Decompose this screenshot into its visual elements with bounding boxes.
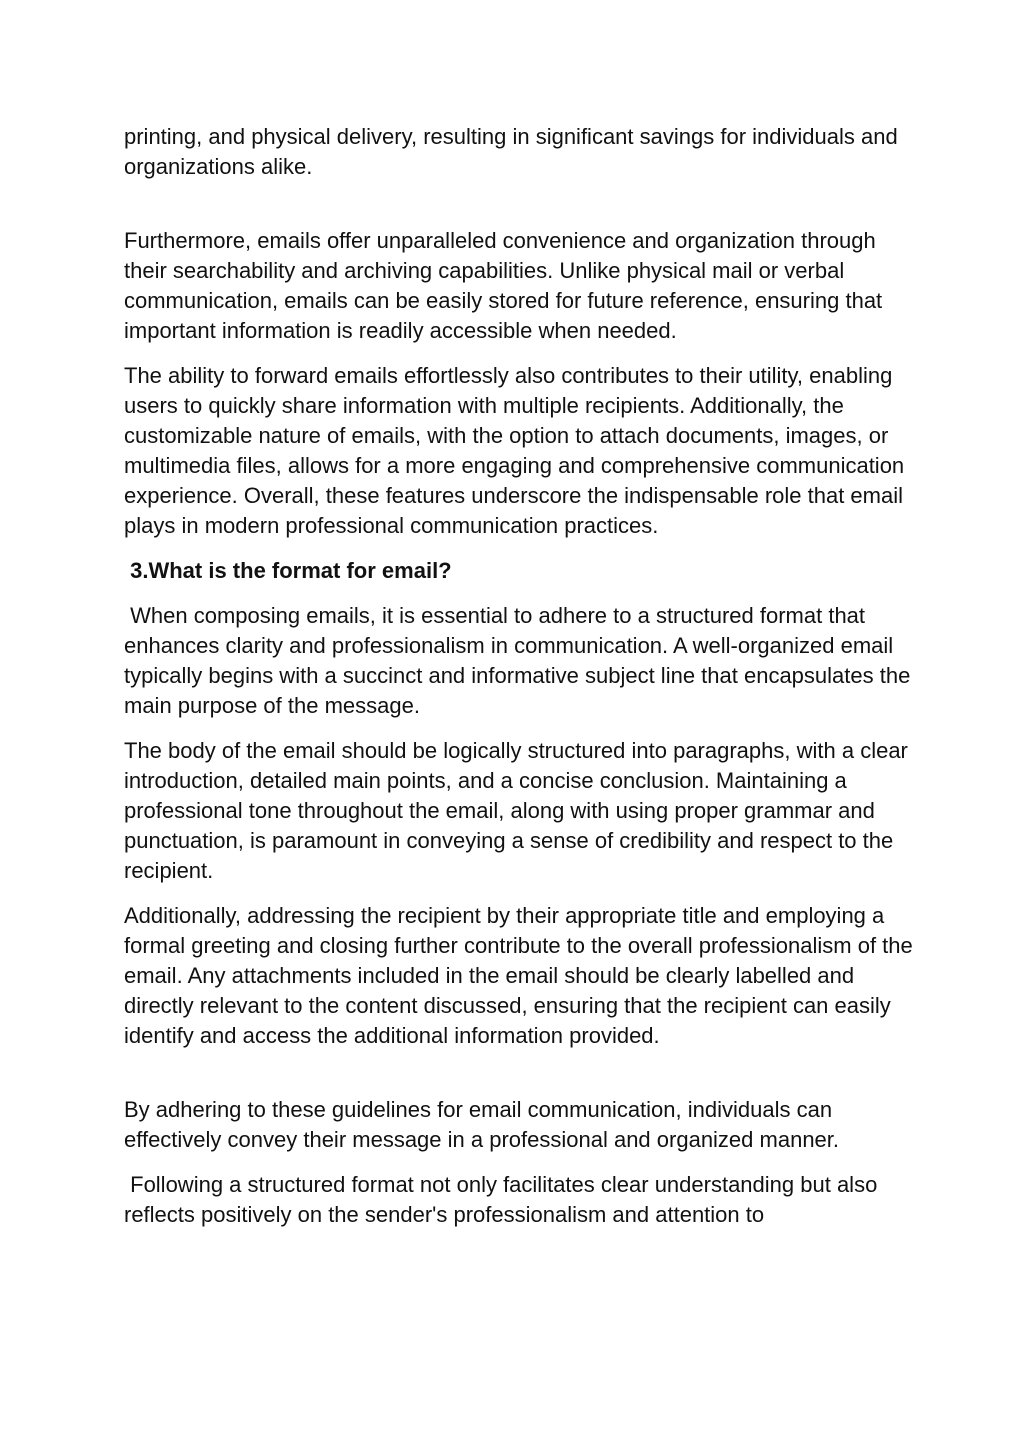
paragraph-composing: When composing emails, it is essential to adhere to a structured format that enhances clarity and professionalism in communication. A well-organized email typically begins with a succinct and informative subject line that encapsulates the main purpose of the message. bbox=[124, 603, 917, 718]
paragraph-addressing: Additionally, addressing the recipient by their appropriate title and employing a formal greeting and closing further contribute to the overall professionalism of the email. Any attachments included in the email should be clearly labelled and directly relevant to the content discussed, ensuring that the recipient can easily identify and access the additional information provided. bbox=[124, 903, 919, 1048]
paragraph-savings: printing, and physical delivery, resulting in significant savings for individuals and organizations alike. bbox=[124, 124, 904, 179]
paragraph-structured-format: Following a structured format not only facilitates clear understanding but also reflects positively on the sender's professionalism and attention to bbox=[124, 1172, 884, 1227]
paragraph-convenience: Furthermore, emails offer unparalleled convenience and organization through their searchability and archiving capabilities. Unlike physical mail or verbal communication, emails can be easily stored for future reference, ensuring that important information is readily accessible when needed. bbox=[124, 228, 889, 343]
document-body bbox=[124, 122, 919, 1245]
section-heading-email-format: 3.What is the format for email? bbox=[124, 558, 452, 583]
paragraph-forwarding: The ability to forward emails effortlessly also contributes to their utility, enabling users to quickly share information with multiple recipients. Additionally, the customizable nature of emails, with the option to attach documents, images, or multimedia files, allows for a more engaging and comprehensive communication experience. Overall, these features underscore the indispensable role that email plays in modern professional communication practices. bbox=[124, 363, 911, 538]
paragraph-body-structure: The body of the email should be logically structured into paragraphs, with a clear introduction, detailed main points, and a concise conclusion. Maintaining a professional tone throughout the email, along with using proper grammar and punctuation, is paramount in conveying a sense of credibility and respect to the recipient. bbox=[124, 738, 915, 883]
paragraph-guidelines: By adhering to these guidelines for email communication, individuals can effectively convey their message in a professional and organized manner. bbox=[124, 1097, 840, 1152]
